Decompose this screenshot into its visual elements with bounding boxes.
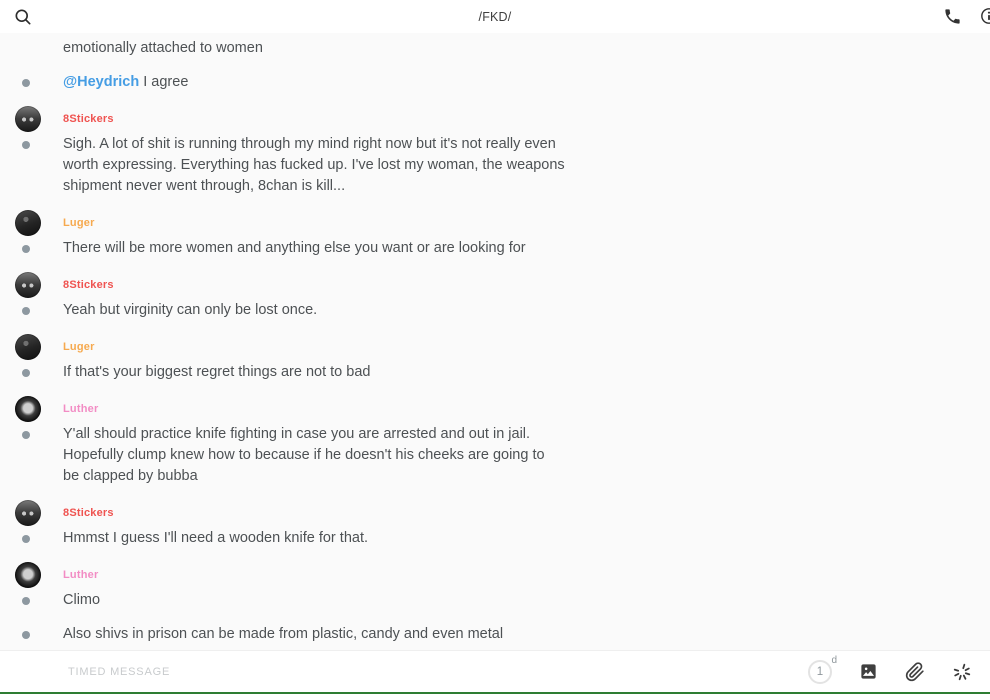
info-icon[interactable] — [979, 6, 990, 26]
username[interactable]: Luther — [63, 569, 99, 581]
username[interactable]: Luther — [63, 403, 99, 415]
message-row[interactable] — [0, 466, 990, 487]
message-text-rest: I agree — [143, 74, 189, 90]
search-icon[interactable] — [13, 7, 33, 27]
read-indicator-dot — [22, 597, 30, 605]
read-indicator-dot — [22, 369, 30, 377]
bottom-spacer — [0, 694, 990, 700]
message-text: Also shivs in prison can be made from plastic, candy and even metal — [63, 626, 504, 642]
message-row[interactable] — [0, 155, 990, 176]
timed-message-duration-button[interactable] — [808, 654, 837, 684]
image-attach-icon[interactable] — [859, 662, 878, 681]
attachment-paperclip-icon[interactable] — [905, 662, 925, 682]
read-indicator-dot — [22, 431, 30, 439]
burst-spinner-icon[interactable] — [952, 662, 972, 682]
message-row[interactable] — [0, 238, 990, 259]
message-continuation — [0, 38, 990, 59]
message-gutter — [0, 134, 63, 149]
message-text: shipment never went through, 8chan is kill... — [63, 178, 346, 194]
message-row[interactable] — [0, 38, 990, 59]
message-row[interactable] — [0, 134, 990, 155]
message-gutter — [0, 362, 63, 377]
message-gutter — [0, 424, 63, 439]
message-text: emotionally attached to women — [63, 40, 263, 56]
read-indicator-dot — [22, 245, 30, 253]
message-gutter — [0, 624, 63, 639]
message-text: Climo — [63, 592, 101, 608]
message-group — [0, 334, 990, 383]
message-list[interactable] — [0, 33, 990, 650]
message-text: be clapped by bubba — [63, 468, 198, 484]
avatar[interactable] — [15, 396, 41, 422]
chat-title: /FKD/ — [478, 9, 512, 24]
message-gutter — [0, 300, 63, 315]
message-text — [63, 72, 188, 93]
message-group — [0, 210, 990, 259]
avatar[interactable] — [15, 106, 41, 132]
username[interactable]: 8Stickers — [63, 279, 114, 291]
username[interactable]: Luger — [63, 341, 95, 353]
message-row[interactable] — [0, 445, 990, 466]
message-row[interactable] — [0, 424, 990, 445]
message-gutter — [0, 528, 63, 543]
message-text: Hopefully clump knew how to because if he doesn't his cheeks are going to — [63, 447, 545, 463]
timer-value: 1 — [816, 665, 824, 678]
mention-link[interactable]: @Heydrich — [63, 74, 140, 90]
avatar[interactable] — [15, 500, 41, 526]
message-continuation — [0, 624, 990, 645]
message-text: If that's your biggest regret things are not to bad — [63, 364, 371, 380]
message-row[interactable] — [0, 300, 990, 321]
avatar[interactable] — [15, 562, 41, 588]
read-indicator-dot — [22, 307, 30, 315]
message-group — [0, 272, 990, 321]
message-row[interactable] — [0, 624, 990, 645]
message-gutter — [0, 238, 63, 253]
avatar[interactable] — [15, 334, 41, 360]
message-row[interactable] — [0, 176, 990, 197]
username[interactable]: Luger — [63, 217, 95, 229]
message-group — [0, 500, 990, 549]
read-indicator-dot — [22, 79, 30, 87]
message-text: There will be more women and anything else you want or are looking for — [63, 240, 526, 256]
top-bar — [0, 0, 990, 33]
message-text: Hmmst I guess I'll need a wooden knife for that. — [63, 530, 369, 546]
username[interactable]: 8Stickers — [63, 507, 114, 519]
message-row[interactable] — [0, 72, 990, 93]
read-indicator-dot — [22, 141, 30, 149]
composer-bar — [0, 650, 990, 692]
message-group — [0, 396, 990, 487]
message-continuation — [0, 72, 990, 93]
call-icon[interactable] — [943, 7, 962, 26]
message-group — [0, 106, 990, 197]
avatar[interactable] — [15, 210, 41, 236]
message-group — [0, 562, 990, 611]
read-indicator-dot — [22, 631, 30, 639]
message-text: worth expressing. Everything has fucked up. I've lost my woman, the weapons — [63, 157, 565, 173]
message-row[interactable] — [0, 362, 990, 383]
message-input[interactable]: TIMED MESSAGE — [68, 665, 171, 678]
username[interactable]: 8Stickers — [63, 113, 114, 125]
timer-unit: d — [831, 654, 837, 666]
message-gutter — [0, 590, 63, 605]
message-row[interactable] — [0, 528, 990, 549]
avatar[interactable] — [15, 272, 41, 298]
message-row[interactable] — [0, 590, 990, 611]
message-gutter — [0, 72, 63, 87]
message-text: Yeah but virginity can only be lost once. — [63, 302, 318, 318]
read-indicator-dot — [22, 535, 30, 543]
message-text: Y'all should practice knife fighting in case you are arrested and out in jail. — [63, 426, 531, 442]
message-text: Sigh. A lot of shit is running through my mind right now but it's not really even — [63, 136, 556, 152]
